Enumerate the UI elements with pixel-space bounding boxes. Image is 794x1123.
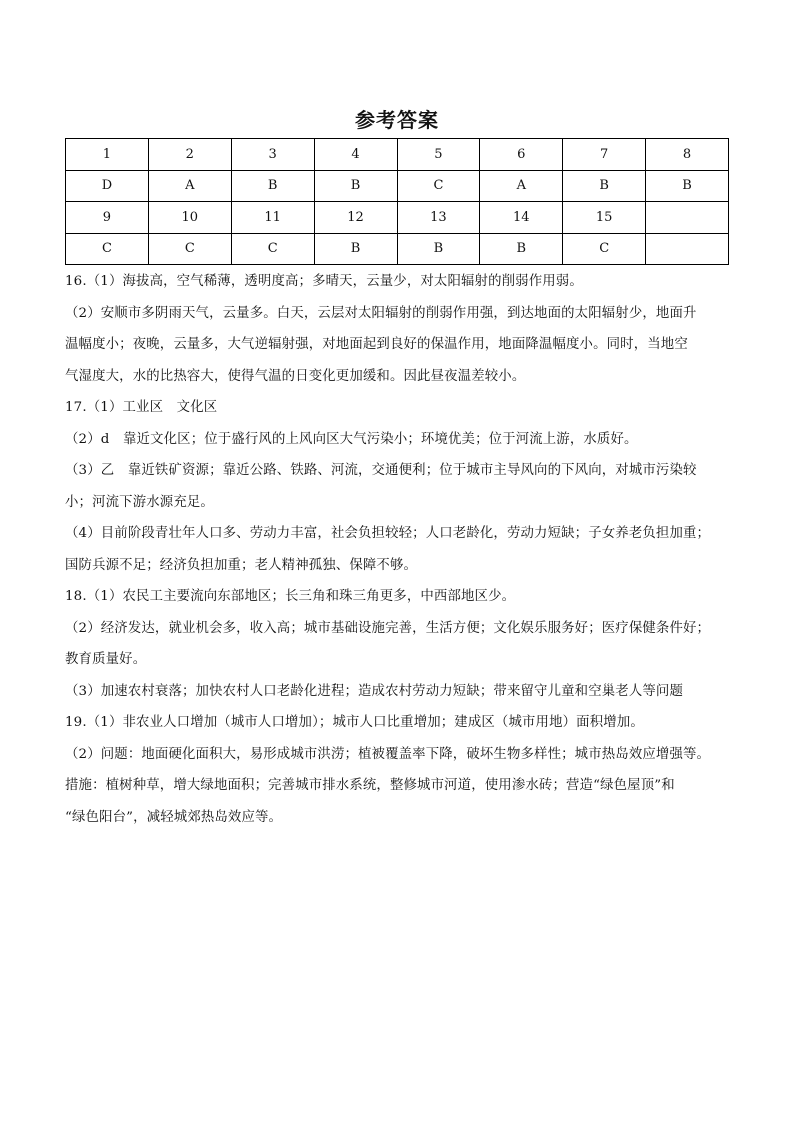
table-cell: 9 [66, 202, 149, 234]
table-cell: C [148, 233, 231, 265]
text-line: “绿色阳台”，减轻城郊热岛效应等。 [65, 809, 283, 825]
answer-text [65, 272, 735, 839]
table-cell: 7 [563, 139, 646, 171]
text-line: （2）经济发达，就业机会多，收入高；城市基础设施完善，生活方便；文化娱乐服务好；医疗保健条件好； [65, 620, 711, 636]
text-line: （2）安顺市多阴雨天气，云量多。白天，云层对太阳辐射的削弱作用强，到达地面的太阳辐射少，地面升 [65, 305, 697, 321]
table-cell: 10 [148, 202, 231, 234]
table-cell: B [397, 233, 480, 265]
table-cell: 3 [231, 139, 314, 171]
table-cell: D [66, 170, 149, 202]
table-cell: B [563, 170, 646, 202]
table-cell: 5 [397, 139, 480, 171]
table-cell: C [66, 233, 149, 265]
table-cell: 6 [480, 139, 563, 171]
text-line: 19.（1）非农业人口增加（城市人口增加）；城市人口比重增加；建成区（城市用地）面积增加。 [65, 715, 644, 730]
text-line: （4）目前阶段青壮年人口多、劳动力丰富，社会负担较轻；人口老龄化，劳动力短缺；子女养老负担加重； [65, 526, 711, 541]
table-cell [646, 202, 729, 234]
table-cell: A [480, 170, 563, 202]
answer-table [65, 138, 729, 265]
text-line: （3）乙 靠近铁矿资源；靠近公路、铁路、河流，交通便利；位于城市主导风向的下风向，对城市污染较 [65, 463, 697, 478]
text-line: （3）加速农村衰落；加快农村人口老龄化进程；造成农村劳动力短缺；带来留守儿童和空巢老人等问题 [65, 683, 683, 699]
table-cell: 14 [480, 202, 563, 234]
table-row [66, 139, 729, 171]
text-line: 16.（1）海拔高，空气稀薄，透明度高；多晴天，云量少，对太阳辐射的削弱作用弱。 [65, 274, 583, 289]
text-line: 措施：植树种草，增大绿地面积；完善城市排水系统，整修城市河道，使用渗水砖；营造“绿色屋顶”和 [65, 778, 675, 793]
table-cell: B [314, 170, 397, 202]
table-cell: 2 [148, 139, 231, 171]
text-line: 17.（1）工业区 文化区 [65, 400, 218, 415]
table-cell: C [397, 170, 480, 202]
table-cell: C [563, 233, 646, 265]
table-row [66, 233, 729, 265]
table-cell: B [646, 170, 729, 202]
page-title: 参考答案 [355, 108, 439, 132]
table-cell: B [480, 233, 563, 265]
table-cell: 8 [646, 139, 729, 171]
table-row [66, 170, 729, 202]
text-line: 气湿度大，水的比热容大，使得气温的日变化更加缓和。因此昼夜温差较小。 [65, 368, 526, 384]
table-cell: B [314, 233, 397, 265]
table-cell: 12 [314, 202, 397, 234]
text-line: 18.（1）农民工主要流向东部地区；长三角和珠三角更多，中西部地区少。 [65, 589, 516, 604]
text-line: 小；河流下游水源充足。 [65, 494, 214, 510]
text-line: （2）问题：地面硬化面积大，易形成城市洪涝；植被覆盖率下降，破坏生物多样性；城市热岛效应增强等。 [65, 746, 711, 762]
table-cell: A [148, 170, 231, 202]
table-cell: 1 [66, 139, 149, 171]
table-cell: 13 [397, 202, 480, 234]
table-cell: 11 [231, 202, 314, 234]
table-cell: C [231, 233, 314, 265]
text-line: （2）d 靠近文化区；位于盛行风的上风向区大气污染小；环境优美；位于河流上游，水质好。 [65, 431, 638, 447]
table-cell: B [231, 170, 314, 202]
table-row [66, 202, 729, 234]
text-line: 国防兵源不足；经济负担加重；老人精神孤独、保障不够。 [65, 557, 418, 573]
table-cell: 15 [563, 202, 646, 234]
table-cell [646, 233, 729, 265]
table-cell: 4 [314, 139, 397, 171]
text-line: 教育质量好。 [65, 652, 147, 667]
text-line: 温幅度小；夜晚，云量多，大气逆辐射强，对地面起到良好的保温作用，地面降温幅度小。同时，当地空 [65, 337, 688, 352]
